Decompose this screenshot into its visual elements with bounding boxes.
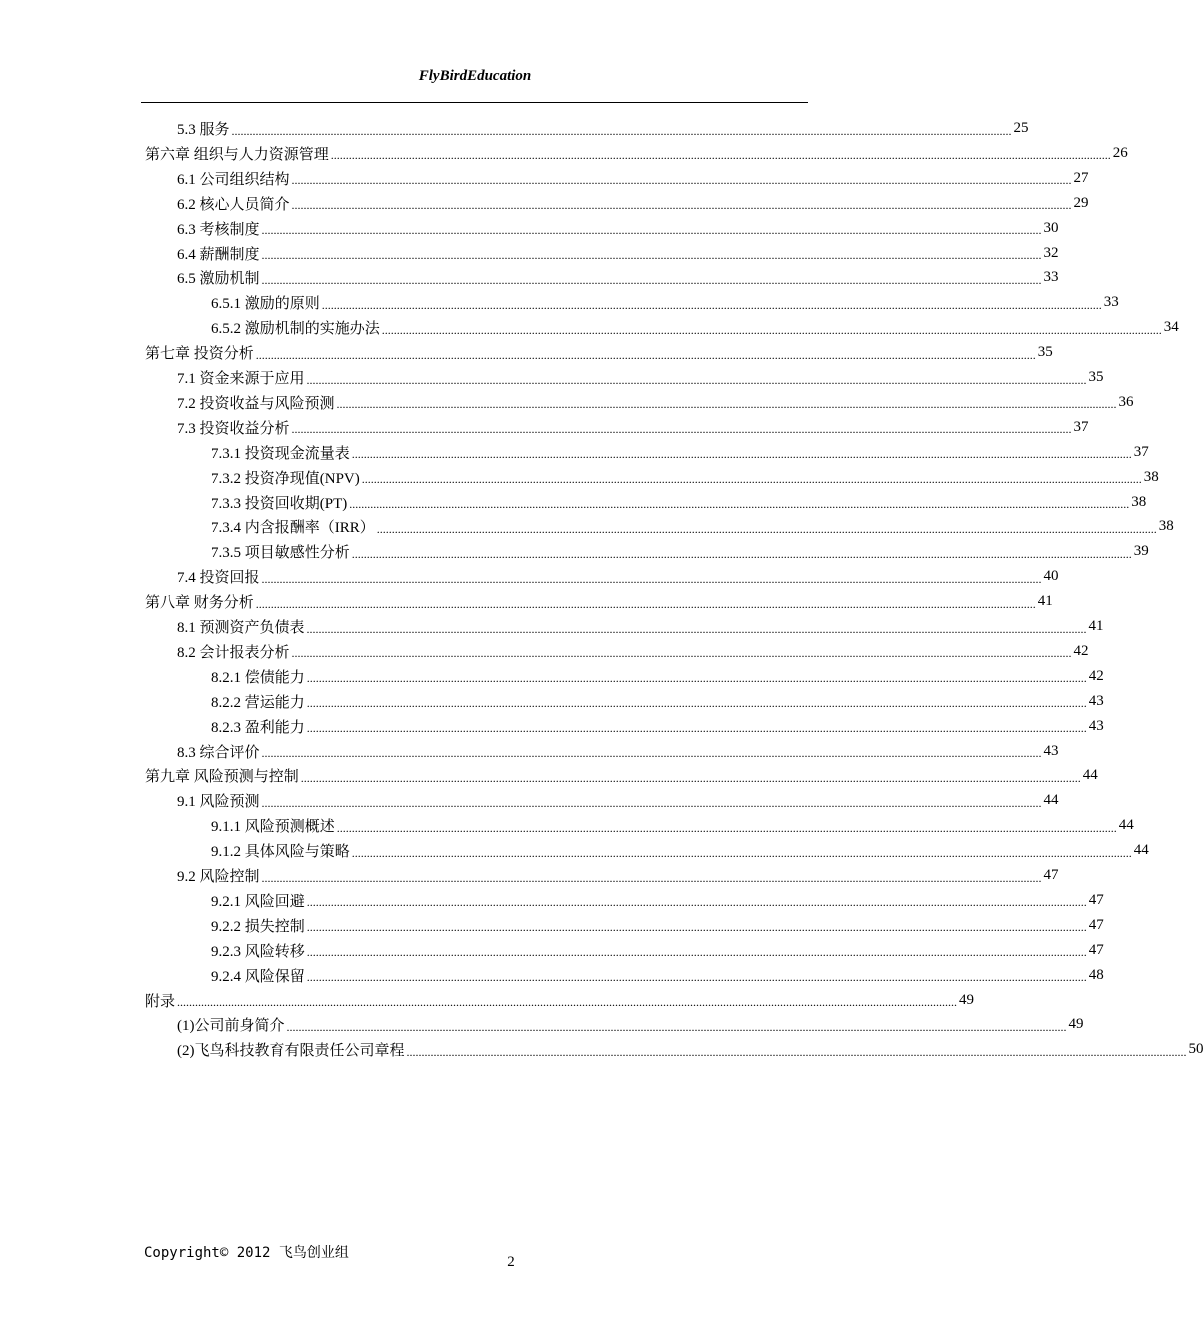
toc-leader-dots: ....................................................................................................................................................................................................................................................................: [261, 272, 1042, 287]
toc-entry-label: 8.2.1 偿债能力: [211, 669, 305, 686]
toc-entry[interactable]: [211, 490, 1147, 515]
toc-entry-label: 9.2.4 风险保留: [211, 968, 305, 985]
toc-entry-page: 47: [1088, 941, 1104, 958]
toc-leader-dots: ....................................................................................................................................................................................................................................................................: [300, 770, 1081, 785]
toc-leader-dots: ....................................................................................................................................................................................................................................................................: [351, 546, 1132, 561]
toc-entry[interactable]: [145, 141, 1128, 166]
toc-leader-dots: ....................................................................................................................................................................................................................................................................: [261, 870, 1042, 885]
toc-entry[interactable]: [177, 365, 1104, 390]
toc-entry[interactable]: [177, 1012, 1084, 1037]
toc-entry[interactable]: [211, 888, 1104, 913]
toc-entry[interactable]: [177, 1037, 1204, 1062]
toc-entry[interactable]: [177, 265, 1059, 290]
toc-entry-label: 第六章 组织与人力资源管理: [145, 146, 329, 163]
toc-entry-page: 44: [1043, 792, 1059, 809]
toc-leader-dots: ....................................................................................................................................................................................................................................................................: [255, 347, 1036, 362]
toc-entry-page: 35: [1037, 344, 1053, 361]
toc-leader-dots: ....................................................................................................................................................................................................................................................................: [291, 646, 1072, 661]
toc-entry[interactable]: [177, 564, 1059, 589]
toc-entry[interactable]: [211, 290, 1119, 315]
toc-leader-dots: ....................................................................................................................................................................................................................................................................: [361, 472, 1142, 487]
toc-entry-page: 50: [1188, 1041, 1204, 1058]
toc-leader-dots: ....................................................................................................................................................................................................................................................................: [306, 895, 1087, 910]
toc-entry[interactable]: [177, 390, 1134, 415]
toc-entry[interactable]: [145, 589, 1053, 614]
toc-entry-page: 38: [1158, 518, 1174, 535]
toc-entry[interactable]: [211, 465, 1159, 490]
toc-entry-label: 9.2.2 损失控制: [211, 918, 305, 935]
toc-entry-label: 7.3.5 项目敏感性分析: [211, 545, 350, 562]
toc-entry-page: 44: [1133, 842, 1149, 859]
toc-entry-label: 6.5.1 激励的原则: [211, 296, 320, 313]
toc-entry-label: 7.3.4 内含报酬率（IRR）: [211, 520, 375, 537]
toc-entry-page: 36: [1118, 393, 1134, 410]
toc-entry[interactable]: [177, 614, 1104, 639]
toc-entry-page: 49: [959, 991, 975, 1008]
toc-entry[interactable]: [211, 689, 1104, 714]
toc-leader-dots: ....................................................................................................................................................................................................................................................................: [306, 970, 1087, 985]
toc-entry[interactable]: [145, 763, 1098, 788]
toc-entry-label: 6.5.2 激励机制的实施办法: [211, 321, 380, 338]
toc-entry-label: 9.2.1 风险回避: [211, 893, 305, 910]
toc-leader-dots: ....................................................................................................................................................................................................................................................................: [351, 447, 1132, 462]
toc-leader-dots: ....................................................................................................................................................................................................................................................................: [321, 297, 1102, 312]
running-header: FlyBirdEducation: [418, 68, 532, 84]
toc-entry[interactable]: [177, 639, 1089, 664]
toc-entry[interactable]: [211, 714, 1104, 739]
toc-entry-page: 37: [1073, 418, 1089, 435]
toc-entry[interactable]: [177, 415, 1089, 440]
toc-entry-page: 48: [1088, 966, 1104, 983]
toc-leader-dots: ....................................................................................................................................................................................................................................................................: [291, 422, 1072, 437]
toc-entry-label: 9.1.1 风险预测概述: [211, 819, 335, 836]
toc-leader-dots: ....................................................................................................................................................................................................................................................................: [231, 123, 1012, 138]
toc-entry-label: 6.1 公司组织结构: [177, 171, 290, 188]
toc-entry-page: 33: [1103, 294, 1119, 311]
toc-leader-dots: ....................................................................................................................................................................................................................................................................: [376, 521, 1157, 536]
toc-leader-dots: ....................................................................................................................................................................................................................................................................: [351, 845, 1132, 860]
toc-entry-page: 40: [1043, 568, 1059, 585]
toc-leader-dots: ....................................................................................................................................................................................................................................................................: [306, 696, 1087, 711]
toc-entry-page: 49: [1068, 1016, 1084, 1033]
toc-leader-dots: ....................................................................................................................................................................................................................................................................: [330, 148, 1111, 163]
toc-entry[interactable]: [177, 241, 1059, 266]
toc-entry-page: 47: [1043, 867, 1059, 883]
page-number: 2: [507, 1254, 515, 1270]
toc-leader-dots: ....................................................................................................................................................................................................................................................................: [306, 945, 1087, 960]
toc-entry-page: 41: [1037, 593, 1053, 610]
toc-entry-label: 8.1 预测资产负债表: [177, 620, 305, 636]
toc-leader-dots: ....................................................................................................................................................................................................................................................................: [286, 1019, 1067, 1034]
toc-leader-dots: ....................................................................................................................................................................................................................................................................: [306, 372, 1087, 387]
toc-entry-label: 6.3 考核制度: [177, 221, 260, 238]
toc-entry-page: 35: [1088, 369, 1104, 385]
toc-entry-page: 47: [1088, 916, 1104, 933]
toc-leader-dots: ....................................................................................................................................................................................................................................................................: [306, 721, 1087, 736]
toc-entry-label: 8.2 会计报表分析: [177, 644, 290, 661]
toc-leader-dots: ....................................................................................................................................................................................................................................................................: [336, 820, 1117, 835]
toc-leader-dots: ....................................................................................................................................................................................................................................................................: [336, 397, 1117, 412]
toc-entry-label: 9.1 风险预测: [177, 794, 260, 811]
toc-entry-page: 37: [1133, 443, 1149, 460]
toc-entry-label: 6.4 薪酬制度: [177, 246, 260, 263]
toc-entry[interactable]: [211, 913, 1104, 938]
toc-entry-label: 第八章 财务分析: [145, 595, 254, 612]
toc-entry[interactable]: [177, 863, 1059, 888]
toc-leader-dots: ....................................................................................................................................................................................................................................................................: [291, 198, 1072, 213]
toc-entry-label: 7.3.1 投资现金流量表: [211, 445, 350, 462]
toc-leader-dots: ....................................................................................................................................................................................................................................................................: [261, 571, 1042, 586]
toc-entry-page: 29: [1073, 194, 1089, 211]
toc-leader-dots: ....................................................................................................................................................................................................................................................................: [261, 795, 1042, 810]
toc-leader-dots: ....................................................................................................................................................................................................................................................................: [177, 995, 958, 1009]
toc-entry[interactable]: [211, 664, 1104, 689]
toc-leader-dots: ....................................................................................................................................................................................................................................................................: [306, 621, 1087, 636]
toc-entry-page: 30: [1043, 219, 1059, 236]
toc-entry-label: 附录: [145, 993, 176, 1010]
toc-entry-page: 33: [1043, 269, 1059, 286]
toc-entry[interactable]: [211, 963, 1104, 988]
toc-entry-label: 9.2.3 风险转移: [211, 943, 305, 960]
toc-entry[interactable]: [145, 988, 975, 1013]
toc-leader-dots: ....................................................................................................................................................................................................................................................................: [306, 671, 1087, 686]
toc-leader-dots: ....................................................................................................................................................................................................................................................................: [381, 322, 1162, 337]
toc-entry-label: 8.2.2 营运能力: [211, 694, 305, 711]
toc-leader-dots: ....................................................................................................................................................................................................................................................................: [406, 1044, 1187, 1059]
toc-entry[interactable]: [177, 116, 1029, 141]
toc-entry-label: 7.3.3 投资回收期(PT): [211, 495, 348, 512]
toc-entry-page: 47: [1088, 891, 1104, 908]
toc-entry-page: 32: [1043, 244, 1059, 261]
toc-entry-label: 7.2 投资收益与风险预测: [177, 395, 335, 412]
toc-entry-page: 43: [1088, 692, 1104, 709]
toc-leader-dots: ....................................................................................................................................................................................................................................................................: [255, 596, 1036, 611]
toc-entry-label: 6.2 核心人员简介: [177, 196, 290, 213]
footer-copyright: Copyright© 2012 飞鸟创业组: [144, 1245, 349, 1261]
toc-entry-label: 第九章 风险预测与控制: [145, 769, 299, 786]
toc-entry-label: 8.3 综合评价: [177, 744, 260, 761]
toc-entry-label: 第七章 投资分析: [145, 346, 254, 363]
toc-entry[interactable]: [211, 838, 1149, 863]
toc-entry[interactable]: [211, 315, 1179, 340]
toc-entry[interactable]: [177, 788, 1059, 813]
toc-entry[interactable]: [177, 216, 1059, 241]
toc-entry[interactable]: [145, 340, 1053, 365]
toc-entry-page: 26: [1112, 144, 1128, 161]
toc-entry-label: (1)公司前身简介: [177, 1018, 285, 1035]
toc-entry-page: 38: [1143, 468, 1159, 485]
toc-leader-dots: ....................................................................................................................................................................................................................................................................: [306, 920, 1087, 935]
toc-entry-label: 7.3 投资收益分析: [177, 420, 290, 437]
toc-entry-label: 9.2 风险控制: [177, 869, 260, 885]
toc-entry[interactable]: [211, 539, 1149, 564]
toc-entry-label: 7.3.2 投资净现值(NPV): [211, 470, 360, 487]
toc-entry-page: 27: [1073, 169, 1089, 186]
toc-entry[interactable]: [177, 739, 1059, 764]
toc-entry-label: 8.2.3 盈利能力: [211, 719, 305, 736]
toc-entry[interactable]: [211, 938, 1104, 963]
toc-entry-label: 7.4 投资回报: [177, 570, 260, 587]
toc-entry-page: 42: [1088, 667, 1104, 684]
toc-leader-dots: ....................................................................................................................................................................................................................................................................: [261, 223, 1042, 238]
toc-entry-label: 9.1.2 具体风险与策略: [211, 844, 350, 861]
toc-entry-page: 43: [1088, 717, 1104, 734]
toc-entry-label: 7.1 资金来源于应用: [177, 371, 305, 387]
toc-entry-label: (2)飞鸟科技教育有限责任公司章程: [177, 1043, 405, 1060]
toc-entry[interactable]: [177, 191, 1089, 216]
toc-entry-page: 44: [1118, 817, 1134, 834]
toc-leader-dots: ....................................................................................................................................................................................................................................................................: [261, 248, 1042, 262]
toc-leader-dots: ....................................................................................................................................................................................................................................................................: [291, 173, 1072, 188]
header-divider: [141, 102, 808, 103]
toc-entry-page: 41: [1088, 618, 1104, 634]
toc-entry-page: 34: [1163, 319, 1179, 336]
toc-leader-dots: ....................................................................................................................................................................................................................................................................: [349, 497, 1130, 511]
toc-entry-page: 42: [1073, 642, 1089, 659]
toc-entry[interactable]: [211, 440, 1149, 465]
toc-entry-page: 44: [1082, 767, 1098, 784]
toc-entry-page: 43: [1043, 742, 1059, 759]
toc-entry[interactable]: [177, 166, 1089, 191]
toc-entry[interactable]: [211, 514, 1174, 539]
toc-entry-page: 39: [1133, 543, 1149, 560]
toc-entry-label: 6.5 激励机制: [177, 271, 260, 288]
toc-entry-page: 38: [1131, 493, 1147, 510]
toc-entry-page: 25: [1013, 120, 1029, 136]
toc-entry[interactable]: [211, 813, 1134, 838]
toc-leader-dots: ....................................................................................................................................................................................................................................................................: [261, 746, 1042, 760]
toc-entry-label: 5.3 服务: [177, 122, 230, 138]
